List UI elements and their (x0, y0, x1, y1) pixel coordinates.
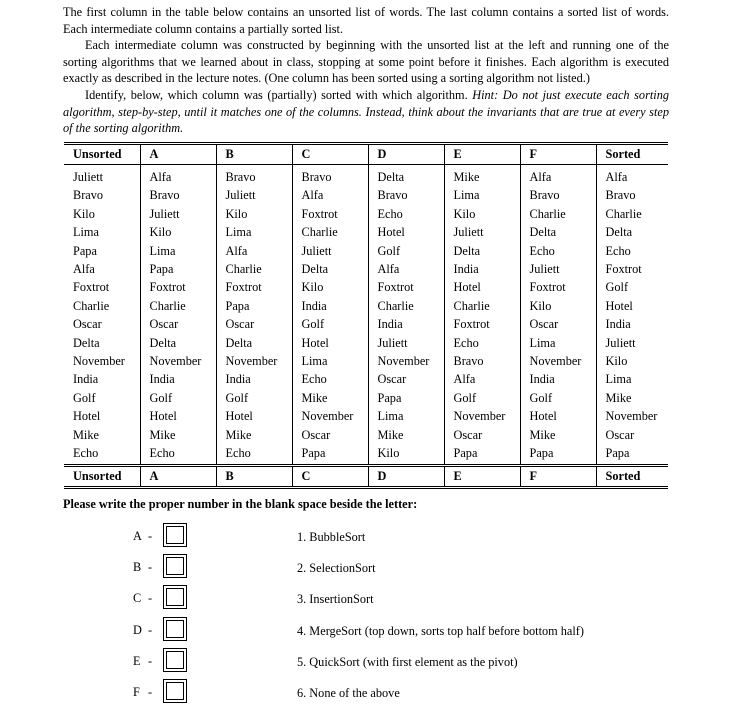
table-cell: Foxtrot (216, 278, 292, 296)
header-cell-e: E (444, 144, 520, 165)
table-row (64, 315, 668, 333)
footer-cell-d: D (368, 465, 444, 487)
table-cell: Hotel (444, 278, 520, 296)
answer-letter: E (133, 653, 141, 668)
intro-paragraph-3-text: Identify, below, which column was (partially) sorted with which algorithm. (85, 87, 473, 102)
answer-row-f (131, 679, 201, 707)
table-cell: Bravo (292, 165, 368, 187)
answer-box-e[interactable] (163, 648, 187, 672)
table-cell: Hotel (140, 407, 216, 425)
table-cell: Juliett (140, 205, 216, 223)
table-cell: Juliett (520, 260, 596, 278)
table-row (64, 389, 668, 407)
table-cell: Foxtrot (520, 278, 596, 296)
table-cell: Hotel (368, 223, 444, 241)
table-cell: Papa (368, 389, 444, 407)
table-cell: Echo (444, 334, 520, 352)
instructions (63, 4, 669, 137)
table-cell: Kilo (292, 278, 368, 296)
table-cell: Juliett (292, 242, 368, 260)
table-cell: Papa (73, 243, 97, 258)
table-cell: Kilo (596, 352, 668, 370)
option-item: 1. BubbleSort (297, 530, 366, 544)
option-item: 4. MergeSort (top down, sorts top half before bottom half) (297, 623, 584, 638)
table-cell: Lima (368, 407, 444, 425)
table-row (64, 297, 668, 315)
table-cell: Oscar (520, 315, 596, 333)
table-cell: Echo (292, 370, 368, 388)
table-row (64, 165, 668, 187)
answer-dash: - (148, 622, 153, 637)
option-item: 3. InsertionSort (297, 592, 374, 607)
table-cell: Papa (140, 260, 216, 278)
table-cell: Charlie (368, 297, 444, 315)
table-cell: Delta (216, 334, 292, 352)
table-cell: Alfa (73, 262, 95, 277)
table-cell: Mike (140, 426, 216, 444)
table-cell: Charlie (444, 297, 520, 315)
table-cell: Bravo (140, 186, 216, 204)
table-cell: Foxtrot (73, 280, 110, 295)
table-footer (64, 465, 668, 487)
table-cell: Echo (216, 444, 292, 465)
intro-paragraph-3 (63, 87, 669, 137)
table-cell: Hotel (596, 297, 668, 315)
table-cell: Alfa (596, 165, 668, 187)
table-cell: November (596, 407, 668, 425)
table-cell: Lima (444, 186, 520, 204)
table-cell: Mike (73, 427, 99, 442)
answer-row-c (131, 585, 201, 613)
table-row (64, 352, 668, 370)
table-cell: India (216, 370, 292, 388)
table-cell: Mike (520, 426, 596, 444)
answer-row-a (131, 523, 201, 551)
answer-letter: C (133, 591, 142, 606)
table-cell: November (140, 352, 216, 370)
footer-cell-a: A (140, 465, 216, 487)
table-cell: Charlie (292, 223, 368, 241)
intro-paragraph-2: Each intermediate column was constructed by beginning with the unsorted list at the left and running one of the sorting algorithms that we learned about in class, stopping at some point before it finishes. Each algorithm is executed exactly as described in the lecture notes. (One column has been sorted using a sorting algorithm not listed.) (63, 38, 669, 86)
table-cell: Papa (596, 444, 668, 465)
table-row (64, 205, 668, 223)
table-cell: Echo (596, 242, 668, 260)
table-cell: Oscar (596, 426, 668, 444)
table-cell: Charlie (73, 298, 110, 313)
table-cell: India (292, 297, 368, 315)
table-cell: November (368, 352, 444, 370)
table-row (64, 334, 668, 352)
answer-letter: B (133, 560, 142, 575)
header-cell-c: C (292, 144, 368, 165)
footer-cell-sorted: Sorted (596, 465, 668, 487)
table-cell: Oscar (292, 426, 368, 444)
answer-box-f[interactable] (163, 679, 187, 703)
table-cell: Delta (368, 165, 444, 187)
table-row (64, 223, 668, 241)
table-cell: Lima (73, 225, 99, 240)
answer-prompt: Please write the proper number in the blank space beside the letter: (63, 497, 418, 511)
option-item: 2. SelectionSort (297, 561, 376, 576)
table-cell: Alfa (368, 260, 444, 278)
footer-cell-c: C (292, 465, 368, 487)
table-cell: Delta (292, 260, 368, 278)
header-cell-d: D (368, 144, 444, 165)
option-item: 5. QuickSort (with first element as the pivot) (297, 654, 518, 669)
table-cell: India (520, 370, 596, 388)
table-cell: India (596, 315, 668, 333)
table-cell: Bravo (216, 165, 292, 187)
table-cell: India (444, 260, 520, 278)
header-cell-unsorted: Unsorted (73, 147, 122, 161)
table-cell: Golf (216, 389, 292, 407)
table-row (64, 242, 668, 260)
table-cell: Oscar (140, 315, 216, 333)
table-cell: Hotel (520, 407, 596, 425)
table-row (64, 407, 668, 425)
table-body (64, 165, 668, 466)
table-cell: Oscar (368, 370, 444, 388)
footer-cell-e: E (444, 465, 520, 487)
table-header (64, 144, 668, 165)
table-cell: Golf (292, 315, 368, 333)
header-cell-f: F (520, 144, 596, 165)
table-row (64, 186, 668, 204)
table-cell: Mike (596, 389, 668, 407)
footer-cell-f: F (520, 465, 596, 487)
table-cell: Lima (596, 370, 668, 388)
table-cell: Alfa (292, 186, 368, 204)
hint-text: Hint: Do not just execute each sorting algorithm, step-by-step, until it matches one of the columns. Instead, think about the invariants that are true at every step of the sorting algorithm. (63, 87, 669, 136)
answer-box-d[interactable] (163, 617, 187, 641)
table-cell: Charlie (520, 205, 596, 223)
table-cell: India (368, 315, 444, 333)
answer-dash: - (148, 653, 153, 668)
footer-row (64, 465, 668, 487)
table-cell: Delta (444, 242, 520, 260)
table-cell: Hotel (73, 409, 101, 424)
table-cell: Lima (216, 223, 292, 241)
table-cell: Kilo (368, 444, 444, 465)
table-cell: Alfa (216, 242, 292, 260)
table-row (64, 260, 668, 278)
table-cell: Kilo (73, 206, 95, 221)
table-cell: India (140, 370, 216, 388)
table-cell: Foxtrot (444, 315, 520, 333)
table-cell: Papa (292, 444, 368, 465)
footer-cell-unsorted: Unsorted (73, 468, 122, 483)
table-cell: Echo (140, 444, 216, 465)
header-cell-b: B (216, 144, 292, 165)
answer-letter: D (133, 622, 142, 637)
table-cell: Delta (596, 223, 668, 241)
table-cell: Alfa (140, 165, 216, 187)
table-cell: India (73, 372, 99, 387)
intro-paragraph-1: The first column in the table below contains an unsorted list of words. The last column contains a sorted list of words. Each intermediate column contains a partially sorted list. (63, 5, 669, 36)
table-cell: Echo (73, 446, 99, 461)
table-row (64, 278, 668, 296)
table-cell: Charlie (140, 297, 216, 315)
table-cell: Juliett (368, 334, 444, 352)
answer-dash: - (148, 560, 153, 575)
table-cell: Foxtrot (292, 205, 368, 223)
table-cell: Alfa (520, 165, 596, 187)
table-cell: Oscar (73, 317, 102, 332)
header-cell-a: A (140, 144, 216, 165)
table-cell: Juliett (73, 170, 104, 184)
table-cell: Delta (140, 334, 216, 352)
table-cell: Foxtrot (596, 260, 668, 278)
table-cell: Papa (216, 297, 292, 315)
table-cell: Kilo (444, 205, 520, 223)
answer-row-e (131, 648, 201, 676)
header-cell-sorted: Sorted (596, 144, 668, 165)
table-cell: Echo (520, 242, 596, 260)
table-cell: Delta (520, 223, 596, 241)
table-cell: Bravo (596, 186, 668, 204)
answer-row-b (131, 554, 201, 582)
table-cell: Bravo (520, 186, 596, 204)
table-cell: Echo (368, 205, 444, 223)
table-cell: November (444, 407, 520, 425)
table-cell: November (520, 352, 596, 370)
table-cell: Mike (292, 389, 368, 407)
table-cell: Papa (444, 444, 520, 465)
answer-box-b[interactable] (163, 554, 187, 578)
sorting-table (64, 142, 668, 489)
table-cell: November (292, 407, 368, 425)
table-cell: Golf (73, 390, 96, 405)
table-cell: Foxtrot (140, 278, 216, 296)
table-cell: Lima (520, 334, 596, 352)
table-cell: Hotel (216, 407, 292, 425)
answer-box-c[interactable] (163, 585, 187, 609)
table-cell: Bravo (73, 188, 104, 203)
table-cell: Juliett (444, 223, 520, 241)
table-cell: Mike (444, 165, 520, 187)
table-cell: Delta (73, 335, 100, 350)
table-cell: Kilo (216, 205, 292, 223)
table-cell: Oscar (216, 315, 292, 333)
table-cell: November (216, 352, 292, 370)
table-cell: Hotel (292, 334, 368, 352)
table-cell: Kilo (520, 297, 596, 315)
table-cell: Charlie (216, 260, 292, 278)
answer-letter: F (133, 685, 140, 699)
table-cell: Juliett (216, 186, 292, 204)
answer-letter: A (133, 529, 142, 543)
table-cell: Alfa (444, 370, 520, 388)
table-cell: Lima (140, 242, 216, 260)
table-cell: Bravo (444, 352, 520, 370)
answer-dash: - (148, 529, 153, 543)
table-row (64, 370, 668, 388)
table-row (64, 426, 668, 444)
table-cell: Charlie (596, 205, 668, 223)
answer-row-d (131, 617, 201, 645)
table-cell: Papa (520, 444, 596, 465)
table-cell: Juliett (596, 334, 668, 352)
header-row (64, 144, 668, 165)
table-cell: Golf (596, 278, 668, 296)
table-cell: Oscar (444, 426, 520, 444)
table-cell: Bravo (368, 186, 444, 204)
table-cell: November (73, 354, 125, 369)
table-cell: Foxtrot (368, 278, 444, 296)
table-cell: Mike (368, 426, 444, 444)
table-cell: Mike (216, 426, 292, 444)
answer-dash: - (148, 591, 153, 606)
answer-dash: - (148, 685, 153, 699)
table-cell: Golf (444, 389, 520, 407)
table-cell: Kilo (140, 223, 216, 241)
footer-cell-b: B (216, 465, 292, 487)
table-cell: Golf (520, 389, 596, 407)
table-cell: Golf (368, 242, 444, 260)
answer-box-a[interactable] (163, 523, 187, 547)
table-row (64, 444, 668, 465)
option-item: 6. None of the above (297, 686, 400, 700)
table-cell: Golf (140, 389, 216, 407)
table-cell: Lima (292, 352, 368, 370)
